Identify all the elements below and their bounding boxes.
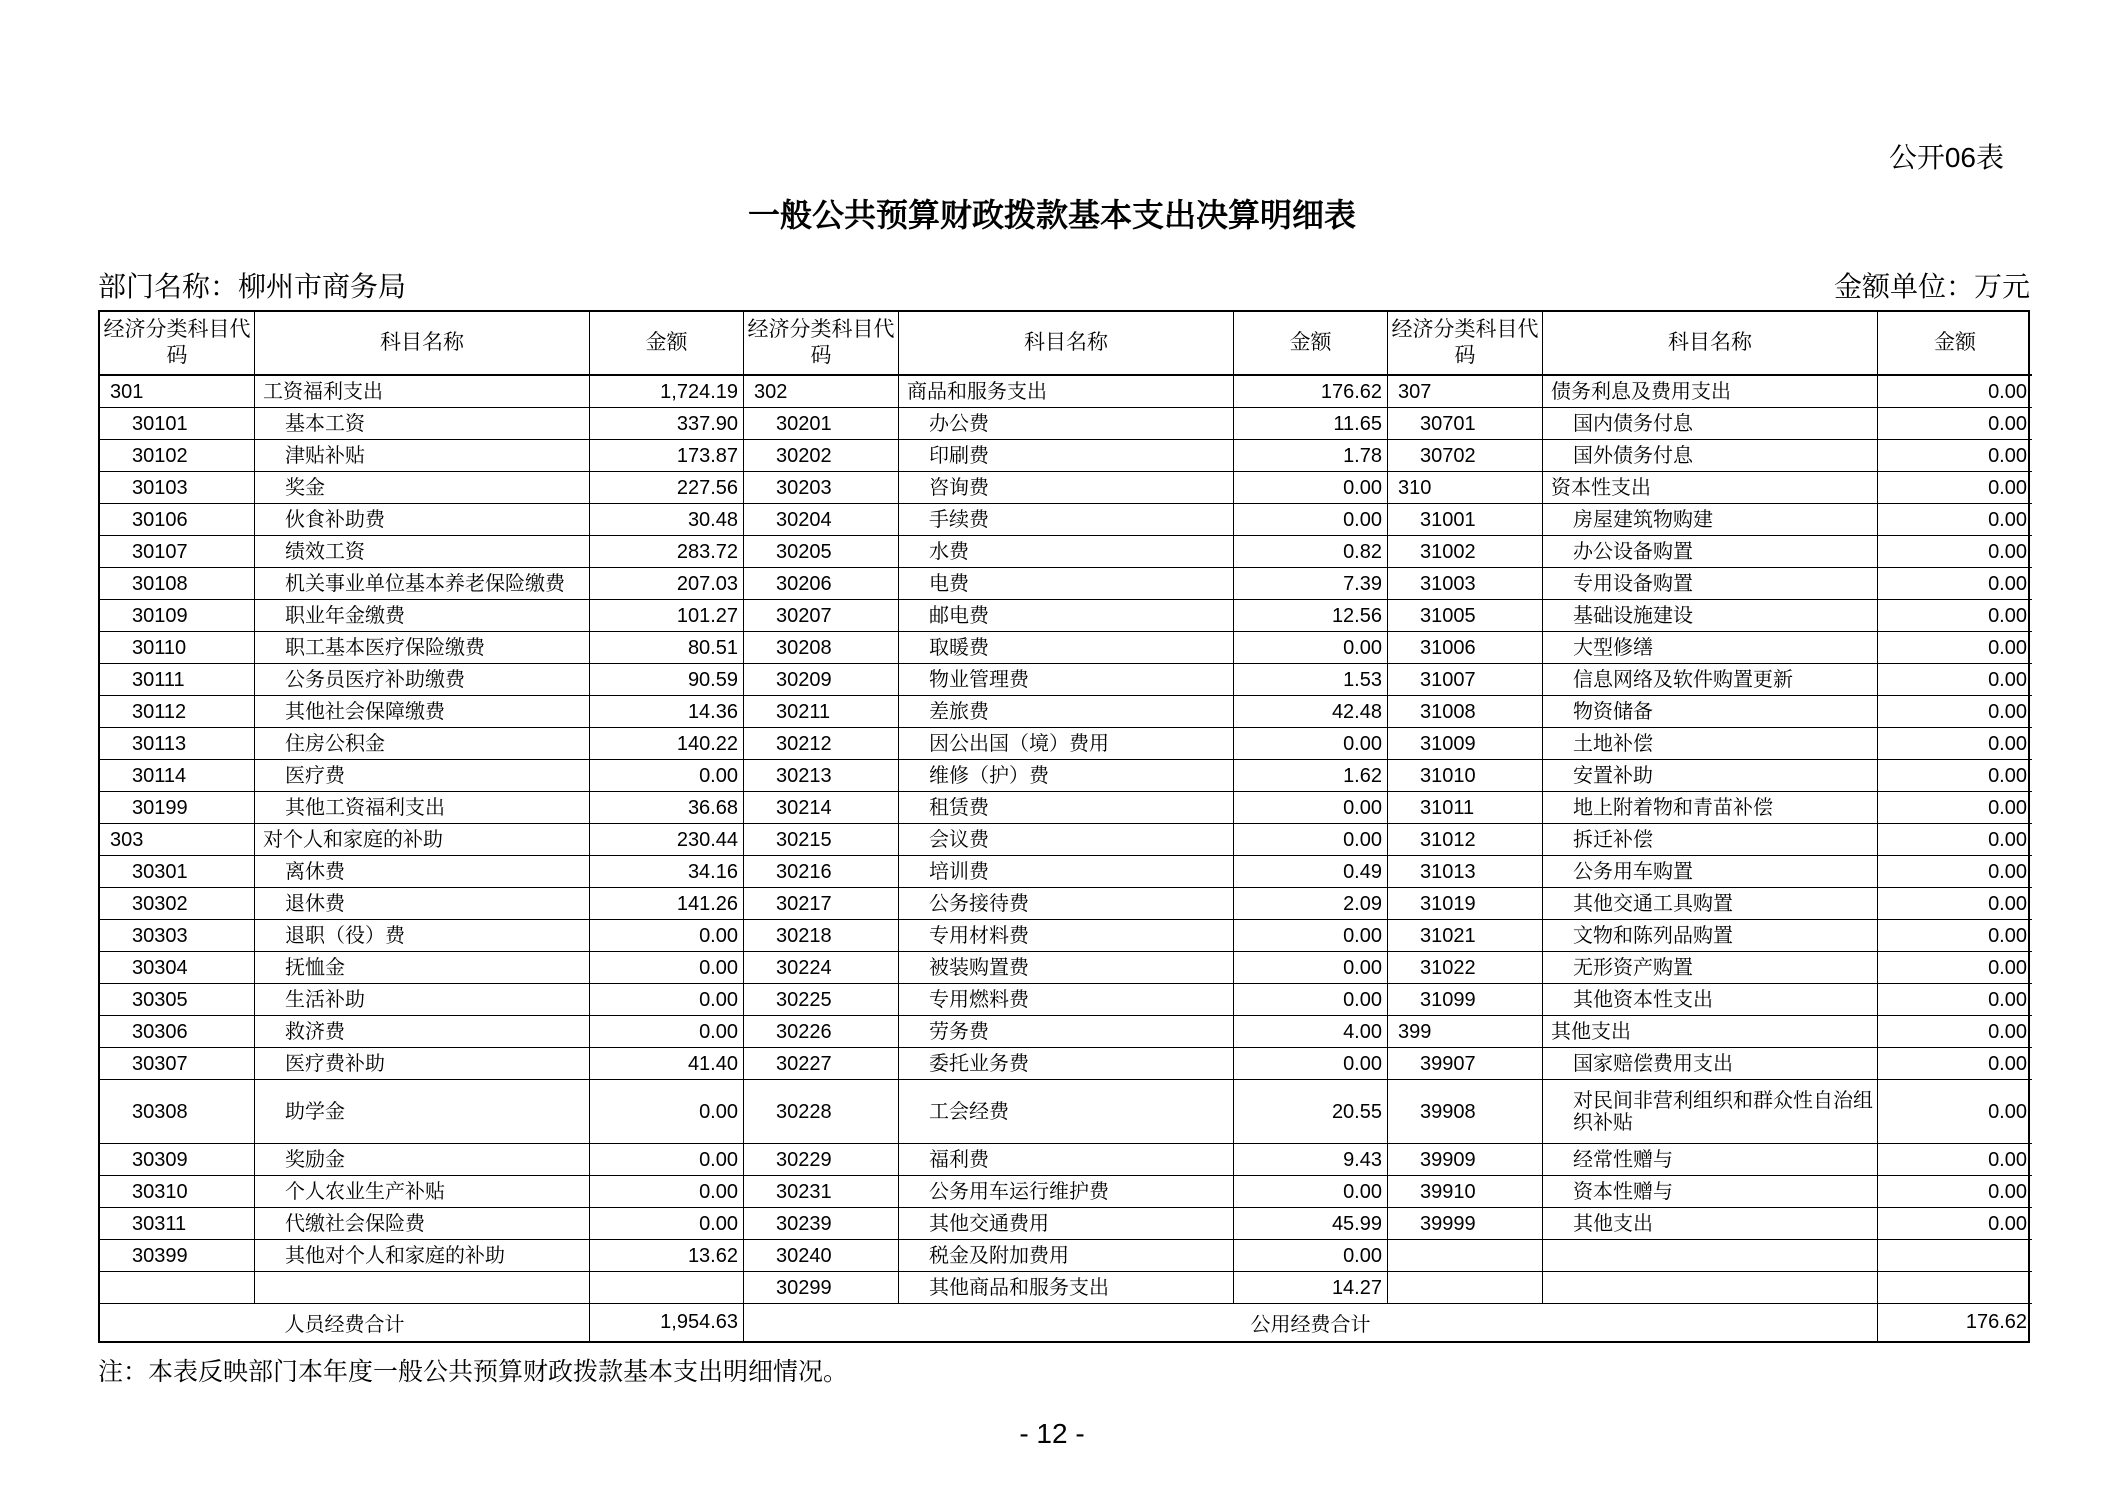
cell-amount-g3-r26: 0.00 xyxy=(1878,1208,2032,1240)
cell-name-g3-r12: 土地补偿 xyxy=(1543,728,1878,760)
cell-code-g2-r18: 30218 xyxy=(744,920,899,952)
cell-amount-g2-r16: 0.49 xyxy=(1234,856,1388,888)
cell-amount-g3-r2: 0.00 xyxy=(1878,408,2032,440)
cell-name-g2-r1: 商品和服务支出 xyxy=(899,376,1234,408)
cell-amount-g1-r3: 173.87 xyxy=(590,440,744,472)
cell-code-g2-r19: 30224 xyxy=(744,952,899,984)
cell-name-g2-r18: 专用材料费 xyxy=(899,920,1234,952)
cell-code-g1-r18: 30303 xyxy=(100,920,255,952)
cell-name-g1-r28 xyxy=(255,1272,590,1304)
cell-code-g3-r22: 39907 xyxy=(1388,1048,1543,1080)
cell-amount-g2-r13: 1.62 xyxy=(1234,760,1388,792)
cell-amount-g3-r27 xyxy=(1878,1240,2032,1272)
cell-name-g3-r28 xyxy=(1543,1272,1878,1304)
cell-amount-g2-r20: 0.00 xyxy=(1234,984,1388,1016)
cell-code-g3-r10: 31007 xyxy=(1388,664,1543,696)
cell-code-g2-r6: 30205 xyxy=(744,536,899,568)
cell-name-g1-r8: 职业年金缴费 xyxy=(255,600,590,632)
cell-amount-g1-r14: 36.68 xyxy=(590,792,744,824)
table-note: 注：本表反映部门本年度一般公共预算财政拨款基本支出明细情况。 xyxy=(98,1358,849,1386)
cell-name-g3-r13: 安置补助 xyxy=(1543,760,1878,792)
cell-name-g2-r26: 其他交通费用 xyxy=(899,1208,1234,1240)
cell-name-g2-r11: 差旅费 xyxy=(899,696,1234,728)
cell-name-g3-r1: 债务利息及费用支出 xyxy=(1543,376,1878,408)
cell-name-g1-r12: 住房公积金 xyxy=(255,728,590,760)
cell-name-g3-r7: 专用设备购置 xyxy=(1543,568,1878,600)
cell-name-g1-r14: 其他工资福利支出 xyxy=(255,792,590,824)
cell-code-g3-r2: 30701 xyxy=(1388,408,1543,440)
cell-code-g2-r10: 30209 xyxy=(744,664,899,696)
cell-amount-g2-r9: 0.00 xyxy=(1234,632,1388,664)
cell-code-g1-r5: 30106 xyxy=(100,504,255,536)
cell-amount-g2-r28: 14.27 xyxy=(1234,1272,1388,1304)
cell-name-g3-r16: 公务用车购置 xyxy=(1543,856,1878,888)
cell-amount-g3-r14: 0.00 xyxy=(1878,792,2032,824)
cell-code-g3-r1: 307 xyxy=(1388,376,1543,408)
cell-name-g2-r23: 工会经费 xyxy=(899,1080,1234,1144)
cell-amount-g3-r10: 0.00 xyxy=(1878,664,2032,696)
department-name: 部门名称：柳州市商务局 xyxy=(98,271,407,302)
cell-code-g1-r19: 30304 xyxy=(100,952,255,984)
cell-code-g3-r26: 39999 xyxy=(1388,1208,1543,1240)
cell-name-g1-r9: 职工基本医疗保险缴费 xyxy=(255,632,590,664)
cell-code-g2-r4: 30203 xyxy=(744,472,899,504)
cell-name-g3-r22: 国家赔偿费用支出 xyxy=(1543,1048,1878,1080)
cell-amount-g2-r25: 0.00 xyxy=(1234,1176,1388,1208)
cell-amount-g3-r9: 0.00 xyxy=(1878,632,2032,664)
page-number: - 12 - xyxy=(1019,1418,1085,1449)
cell-name-g3-r15: 拆迁补偿 xyxy=(1543,824,1878,856)
column-header-code: 经济分类科目代码 xyxy=(744,312,899,376)
cell-amount-g3-r6: 0.00 xyxy=(1878,536,2032,568)
personnel-total-amount: 1,954.63 xyxy=(590,1304,744,1341)
cell-name-g1-r15: 对个人和家庭的补助 xyxy=(255,824,590,856)
column-header-code: 经济分类科目代码 xyxy=(1388,312,1543,376)
cell-name-g3-r24: 经常性赠与 xyxy=(1543,1144,1878,1176)
cell-name-g3-r9: 大型修缮 xyxy=(1543,632,1878,664)
cell-amount-g1-r21: 0.00 xyxy=(590,1016,744,1048)
cell-name-g1-r23: 助学金 xyxy=(255,1080,590,1144)
cell-amount-g2-r24: 9.43 xyxy=(1234,1144,1388,1176)
cell-name-g1-r4: 奖金 xyxy=(255,472,590,504)
cell-amount-g2-r5: 0.00 xyxy=(1234,504,1388,536)
cell-amount-g3-r17: 0.00 xyxy=(1878,888,2032,920)
cell-name-g2-r16: 培训费 xyxy=(899,856,1234,888)
cell-code-g1-r20: 30305 xyxy=(100,984,255,1016)
cell-code-g2-r11: 30211 xyxy=(744,696,899,728)
cell-name-g2-r25: 公务用车运行维护费 xyxy=(899,1176,1234,1208)
cell-code-g3-r27 xyxy=(1388,1240,1543,1272)
cell-name-g1-r27: 其他对个人和家庭的补助 xyxy=(255,1240,590,1272)
cell-amount-g2-r18: 0.00 xyxy=(1234,920,1388,952)
cell-code-g3-r4: 310 xyxy=(1388,472,1543,504)
column-header-name: 科目名称 xyxy=(899,312,1234,376)
cell-amount-g1-r13: 0.00 xyxy=(590,760,744,792)
cell-code-g1-r15: 303 xyxy=(100,824,255,856)
cell-amount-g1-r10: 90.59 xyxy=(590,664,744,696)
cell-code-g1-r24: 30309 xyxy=(100,1144,255,1176)
column-header-name: 科目名称 xyxy=(1543,312,1878,376)
cell-amount-g2-r6: 0.82 xyxy=(1234,536,1388,568)
cell-name-g1-r10: 公务员医疗补助缴费 xyxy=(255,664,590,696)
cell-code-g2-r25: 30231 xyxy=(744,1176,899,1208)
cell-amount-g1-r24: 0.00 xyxy=(590,1144,744,1176)
cell-name-g1-r17: 退休费 xyxy=(255,888,590,920)
cell-amount-g2-r15: 0.00 xyxy=(1234,824,1388,856)
cell-code-g2-r7: 30206 xyxy=(744,568,899,600)
column-header-amount: 金额 xyxy=(590,312,744,376)
cell-name-g2-r20: 专用燃料费 xyxy=(899,984,1234,1016)
cell-code-g1-r6: 30107 xyxy=(100,536,255,568)
cell-amount-g1-r28 xyxy=(590,1272,744,1304)
cell-name-g2-r5: 手续费 xyxy=(899,504,1234,536)
cell-code-g1-r11: 30112 xyxy=(100,696,255,728)
cell-code-g3-r11: 31008 xyxy=(1388,696,1543,728)
cell-name-g2-r2: 办公费 xyxy=(899,408,1234,440)
cell-name-g3-r21: 其他支出 xyxy=(1543,1016,1878,1048)
cell-code-g3-r8: 31005 xyxy=(1388,600,1543,632)
cell-name-g3-r27 xyxy=(1543,1240,1878,1272)
table-header-row xyxy=(100,312,2028,376)
cell-code-g3-r5: 31001 xyxy=(1388,504,1543,536)
unit-label: 金额单位：万元 xyxy=(1833,271,2030,302)
cell-amount-g1-r5: 30.48 xyxy=(590,504,744,536)
cell-name-g3-r6: 办公设备购置 xyxy=(1543,536,1878,568)
cell-amount-g2-r11: 42.48 xyxy=(1234,696,1388,728)
cell-amount-g2-r7: 7.39 xyxy=(1234,568,1388,600)
cell-amount-g1-r7: 207.03 xyxy=(590,568,744,600)
cell-amount-g2-r17: 2.09 xyxy=(1234,888,1388,920)
column-header-name: 科目名称 xyxy=(255,312,590,376)
cell-name-g2-r7: 电费 xyxy=(899,568,1234,600)
cell-code-g2-r14: 30214 xyxy=(744,792,899,824)
cell-name-g3-r3: 国外债务付息 xyxy=(1543,440,1878,472)
cell-name-g3-r17: 其他交通工具购置 xyxy=(1543,888,1878,920)
cell-name-g3-r10: 信息网络及软件购置更新 xyxy=(1543,664,1878,696)
cell-amount-g3-r23: 0.00 xyxy=(1878,1080,2032,1144)
cell-amount-g2-r19: 0.00 xyxy=(1234,952,1388,984)
cell-code-g2-r28: 30299 xyxy=(744,1272,899,1304)
cell-amount-g1-r9: 80.51 xyxy=(590,632,744,664)
cell-amount-g3-r20: 0.00 xyxy=(1878,984,2032,1016)
cell-name-g2-r22: 委托业务费 xyxy=(899,1048,1234,1080)
cell-amount-g1-r15: 230.44 xyxy=(590,824,744,856)
cell-code-g1-r27: 30399 xyxy=(100,1240,255,1272)
cell-amount-g1-r2: 337.90 xyxy=(590,408,744,440)
cell-code-g2-r9: 30208 xyxy=(744,632,899,664)
cell-code-g1-r7: 30108 xyxy=(100,568,255,600)
column-header-code: 经济分类科目代码 xyxy=(100,312,255,376)
cell-amount-g3-r19: 0.00 xyxy=(1878,952,2032,984)
cell-name-g3-r20: 其他资本性支出 xyxy=(1543,984,1878,1016)
form-number: 公开06表 xyxy=(1888,142,2004,173)
cell-code-g3-r15: 31012 xyxy=(1388,824,1543,856)
cell-name-g2-r6: 水费 xyxy=(899,536,1234,568)
cell-amount-g3-r4: 0.00 xyxy=(1878,472,2032,504)
cell-code-g3-r9: 31006 xyxy=(1388,632,1543,664)
cell-code-g2-r20: 30225 xyxy=(744,984,899,1016)
page-title: 一般公共预算财政拨款基本支出决算明细表 xyxy=(747,197,1356,233)
table-body xyxy=(100,376,2028,1304)
cell-name-g3-r8: 基础设施建设 xyxy=(1543,600,1878,632)
cell-code-g1-r1: 301 xyxy=(100,376,255,408)
cell-amount-g2-r2: 11.65 xyxy=(1234,408,1388,440)
cell-code-g1-r12: 30113 xyxy=(100,728,255,760)
cell-name-g2-r8: 邮电费 xyxy=(899,600,1234,632)
cell-code-g3-r3: 30702 xyxy=(1388,440,1543,472)
cell-amount-g1-r12: 140.22 xyxy=(590,728,744,760)
cell-name-g1-r5: 伙食补助费 xyxy=(255,504,590,536)
cell-name-g1-r18: 退职（役）费 xyxy=(255,920,590,952)
cell-name-g1-r24: 奖励金 xyxy=(255,1144,590,1176)
cell-amount-g1-r18: 0.00 xyxy=(590,920,744,952)
cell-name-g1-r3: 津贴补贴 xyxy=(255,440,590,472)
cell-amount-g3-r22: 0.00 xyxy=(1878,1048,2032,1080)
cell-amount-g3-r18: 0.00 xyxy=(1878,920,2032,952)
cell-amount-g2-r27: 0.00 xyxy=(1234,1240,1388,1272)
cell-code-g3-r7: 31003 xyxy=(1388,568,1543,600)
cell-code-g2-r12: 30212 xyxy=(744,728,899,760)
cell-name-g2-r21: 劳务费 xyxy=(899,1016,1234,1048)
cell-code-g3-r25: 39910 xyxy=(1388,1176,1543,1208)
cell-name-g2-r27: 税金及附加费用 xyxy=(899,1240,1234,1272)
cell-name-g2-r19: 被装购置费 xyxy=(899,952,1234,984)
cell-name-g1-r13: 医疗费 xyxy=(255,760,590,792)
cell-amount-g3-r8: 0.00 xyxy=(1878,600,2032,632)
meta-line xyxy=(98,265,2030,301)
cell-name-g3-r26: 其他支出 xyxy=(1543,1208,1878,1240)
cell-amount-g1-r27: 13.62 xyxy=(590,1240,744,1272)
cell-amount-g2-r4: 0.00 xyxy=(1234,472,1388,504)
cell-amount-g2-r1: 176.62 xyxy=(1234,376,1388,408)
cell-code-g3-r12: 31009 xyxy=(1388,728,1543,760)
cell-name-g3-r18: 文物和陈列品购置 xyxy=(1543,920,1878,952)
cell-code-g3-r16: 31013 xyxy=(1388,856,1543,888)
cell-code-g2-r8: 30207 xyxy=(744,600,899,632)
cell-code-g2-r24: 30229 xyxy=(744,1144,899,1176)
cell-code-g3-r14: 31011 xyxy=(1388,792,1543,824)
column-header-amount: 金额 xyxy=(1878,312,2032,376)
cell-amount-g3-r24: 0.00 xyxy=(1878,1144,2032,1176)
cell-amount-g3-r7: 0.00 xyxy=(1878,568,2032,600)
public-funds-total-amount: 176.62 xyxy=(1965,1311,2027,1333)
cell-amount-g3-r12: 0.00 xyxy=(1878,728,2032,760)
cell-code-g3-r23: 39908 xyxy=(1388,1080,1543,1144)
cell-amount-g1-r23: 0.00 xyxy=(590,1080,744,1144)
cell-code-g3-r20: 31099 xyxy=(1388,984,1543,1016)
cell-name-g1-r21: 救济费 xyxy=(255,1016,590,1048)
cell-name-g1-r22: 医疗费补助 xyxy=(255,1048,590,1080)
cell-name-g2-r9: 取暖费 xyxy=(899,632,1234,664)
cell-amount-g1-r17: 141.26 xyxy=(590,888,744,920)
cell-code-g2-r3: 30202 xyxy=(744,440,899,472)
cell-name-g3-r4: 资本性支出 xyxy=(1543,472,1878,504)
cell-name-g1-r1: 工资福利支出 xyxy=(255,376,590,408)
cell-code-g1-r22: 30307 xyxy=(100,1048,255,1080)
cell-code-g1-r9: 30110 xyxy=(100,632,255,664)
cell-code-g1-r13: 30114 xyxy=(100,760,255,792)
cell-code-g1-r17: 30302 xyxy=(100,888,255,920)
cell-amount-g1-r11: 14.36 xyxy=(590,696,744,728)
cell-code-g1-r2: 30101 xyxy=(100,408,255,440)
cell-code-g1-r4: 30103 xyxy=(100,472,255,504)
budget-table xyxy=(98,310,2030,1343)
cell-amount-g3-r21: 0.00 xyxy=(1878,1016,2032,1048)
cell-name-g2-r17: 公务接待费 xyxy=(899,888,1234,920)
cell-name-g3-r25: 资本性赠与 xyxy=(1543,1176,1878,1208)
cell-code-g2-r13: 30213 xyxy=(744,760,899,792)
cell-name-g1-r7: 机关事业单位基本养老保险缴费 xyxy=(255,568,590,600)
cell-amount-g3-r1: 0.00 xyxy=(1878,376,2032,408)
cell-name-g1-r2: 基本工资 xyxy=(255,408,590,440)
cell-name-g2-r15: 会议费 xyxy=(899,824,1234,856)
cell-amount-g1-r1: 1,724.19 xyxy=(590,376,744,408)
cell-code-g2-r21: 30226 xyxy=(744,1016,899,1048)
cell-amount-g2-r23: 20.55 xyxy=(1234,1080,1388,1144)
cell-name-g3-r11: 物资储备 xyxy=(1543,696,1878,728)
cell-name-g2-r3: 印刷费 xyxy=(899,440,1234,472)
cell-name-g1-r11: 其他社会保障缴费 xyxy=(255,696,590,728)
cell-amount-g3-r16: 0.00 xyxy=(1878,856,2032,888)
cell-code-g1-r23: 30308 xyxy=(100,1080,255,1144)
cell-code-g1-r28 xyxy=(100,1272,255,1304)
cell-name-g2-r24: 福利费 xyxy=(899,1144,1234,1176)
cell-code-g1-r26: 30311 xyxy=(100,1208,255,1240)
cell-name-g2-r13: 维修（护）费 xyxy=(899,760,1234,792)
cell-name-g3-r2: 国内债务付息 xyxy=(1543,408,1878,440)
cell-amount-g1-r8: 101.27 xyxy=(590,600,744,632)
cell-code-g3-r17: 31019 xyxy=(1388,888,1543,920)
cell-amount-g2-r8: 12.56 xyxy=(1234,600,1388,632)
cell-name-g1-r6: 绩效工资 xyxy=(255,536,590,568)
cell-name-g1-r19: 抚恤金 xyxy=(255,952,590,984)
cell-code-g2-r1: 302 xyxy=(744,376,899,408)
cell-amount-g2-r3: 1.78 xyxy=(1234,440,1388,472)
cell-amount-g1-r26: 0.00 xyxy=(590,1208,744,1240)
cell-code-g2-r16: 30216 xyxy=(744,856,899,888)
public-funds-total-label: 公用经费合计 xyxy=(744,1304,1878,1341)
cell-amount-g2-r10: 1.53 xyxy=(1234,664,1388,696)
cell-name-g2-r14: 租赁费 xyxy=(899,792,1234,824)
cell-code-g2-r2: 30201 xyxy=(744,408,899,440)
cell-code-g1-r14: 30199 xyxy=(100,792,255,824)
cell-code-g3-r13: 31010 xyxy=(1388,760,1543,792)
column-header-amount: 金额 xyxy=(1234,312,1388,376)
cell-amount-g2-r12: 0.00 xyxy=(1234,728,1388,760)
cell-code-g1-r21: 30306 xyxy=(100,1016,255,1048)
cell-code-g2-r15: 30215 xyxy=(744,824,899,856)
cell-code-g3-r24: 39909 xyxy=(1388,1144,1543,1176)
cell-name-g2-r4: 咨询费 xyxy=(899,472,1234,504)
personnel-total-label: 人员经费合计 xyxy=(100,1304,590,1341)
cell-name-g3-r5: 房屋建筑物购建 xyxy=(1543,504,1878,536)
cell-name-g3-r19: 无形资产购置 xyxy=(1543,952,1878,984)
cell-code-g2-r22: 30227 xyxy=(744,1048,899,1080)
cell-name-g3-r14: 地上附着物和青苗补偿 xyxy=(1543,792,1878,824)
cell-code-g1-r8: 30109 xyxy=(100,600,255,632)
cell-name-g2-r10: 物业管理费 xyxy=(899,664,1234,696)
cell-name-g3-r23: 对民间非营利组织和群众性自治组织补贴 xyxy=(1543,1080,1878,1144)
cell-amount-g1-r19: 0.00 xyxy=(590,952,744,984)
table-summary-row xyxy=(100,1304,2028,1341)
cell-amount-g2-r22: 0.00 xyxy=(1234,1048,1388,1080)
cell-amount-g1-r20: 0.00 xyxy=(590,984,744,1016)
cell-amount-g1-r6: 283.72 xyxy=(590,536,744,568)
cell-amount-g3-r5: 0.00 xyxy=(1878,504,2032,536)
cell-amount-g3-r25: 0.00 xyxy=(1878,1176,2032,1208)
cell-name-g1-r16: 离休费 xyxy=(255,856,590,888)
cell-amount-g2-r14: 0.00 xyxy=(1234,792,1388,824)
cell-amount-g2-r21: 4.00 xyxy=(1234,1016,1388,1048)
cell-code-g3-r21: 399 xyxy=(1388,1016,1543,1048)
cell-code-g3-r6: 31002 xyxy=(1388,536,1543,568)
cell-amount-g3-r28 xyxy=(1878,1272,2032,1304)
cell-amount-g1-r16: 34.16 xyxy=(590,856,744,888)
cell-code-g1-r25: 30310 xyxy=(100,1176,255,1208)
cell-code-g2-r17: 30217 xyxy=(744,888,899,920)
cell-code-g2-r26: 30239 xyxy=(744,1208,899,1240)
cell-code-g3-r18: 31021 xyxy=(1388,920,1543,952)
cell-code-g3-r28 xyxy=(1388,1272,1543,1304)
cell-name-g1-r26: 代缴社会保险费 xyxy=(255,1208,590,1240)
cell-code-g1-r16: 30301 xyxy=(100,856,255,888)
cell-code-g1-r10: 30111 xyxy=(100,664,255,696)
cell-amount-g3-r11: 0.00 xyxy=(1878,696,2032,728)
cell-amount-g3-r13: 0.00 xyxy=(1878,760,2032,792)
cell-code-g1-r3: 30102 xyxy=(100,440,255,472)
cell-amount-g1-r4: 227.56 xyxy=(590,472,744,504)
cell-name-g2-r12: 因公出国（境）费用 xyxy=(899,728,1234,760)
cell-amount-g3-r3: 0.00 xyxy=(1878,440,2032,472)
cell-name-g2-r28: 其他商品和服务支出 xyxy=(899,1272,1234,1304)
cell-code-g2-r23: 30228 xyxy=(744,1080,899,1144)
cell-name-g1-r20: 生活补助 xyxy=(255,984,590,1016)
cell-code-g2-r27: 30240 xyxy=(744,1240,899,1272)
cell-amount-g3-r15: 0.00 xyxy=(1878,824,2032,856)
cell-amount-g2-r26: 45.99 xyxy=(1234,1208,1388,1240)
cell-code-g3-r19: 31022 xyxy=(1388,952,1543,984)
cell-code-g2-r5: 30204 xyxy=(744,504,899,536)
cell-amount-g1-r25: 0.00 xyxy=(590,1176,744,1208)
cell-amount-g1-r22: 41.40 xyxy=(590,1048,744,1080)
cell-name-g1-r25: 个人农业生产补贴 xyxy=(255,1176,590,1208)
